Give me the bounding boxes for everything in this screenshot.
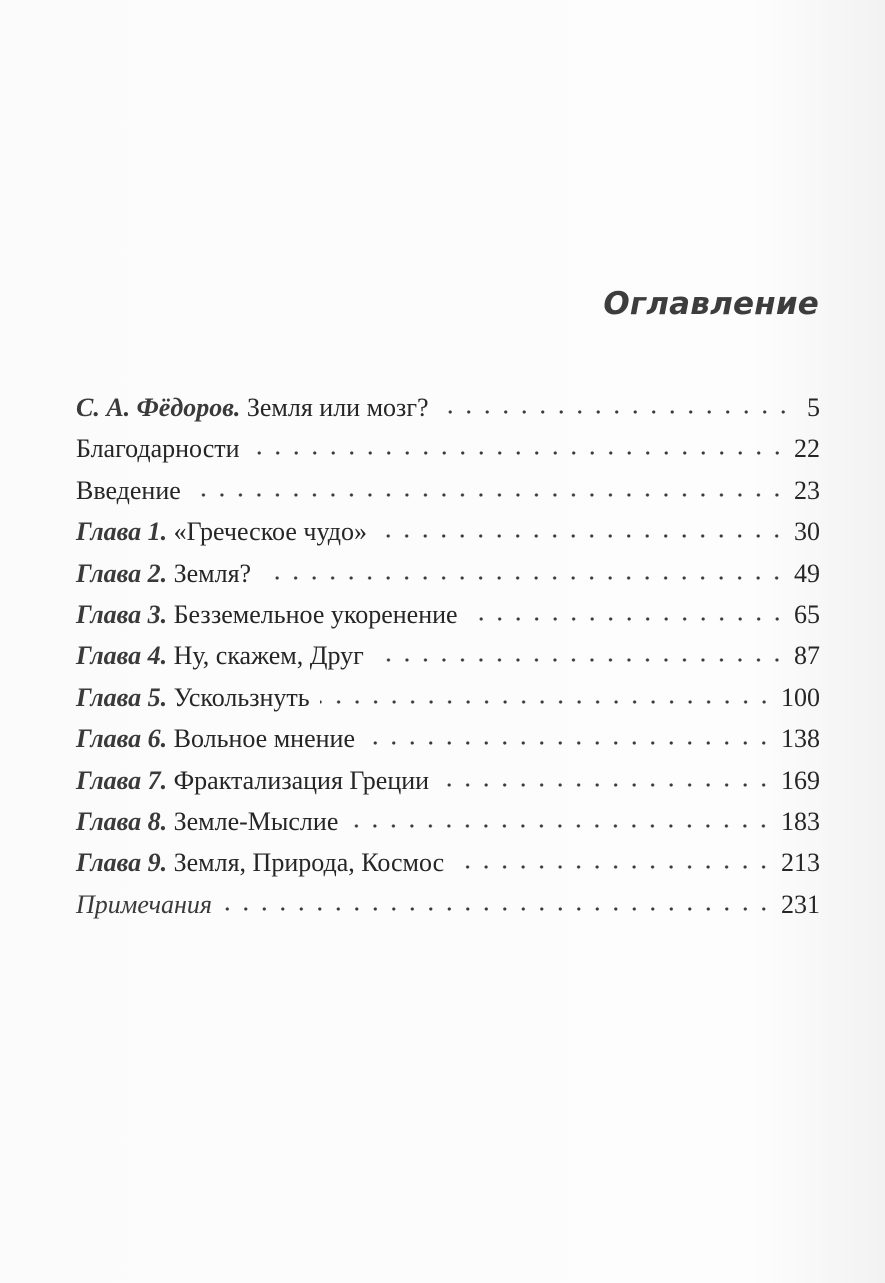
leader-dots	[222, 906, 773, 912]
toc-entry-text: Земля?	[167, 558, 252, 588]
toc-entry-text: Безземельное укоренение	[167, 599, 458, 629]
toc-entry-text: Вольное мнение	[167, 724, 355, 754]
leader-dots	[191, 492, 786, 498]
toc-entry-title	[76, 517, 367, 547]
leader-dots	[348, 823, 773, 829]
toc-entry-title	[76, 600, 458, 630]
toc-page-number: 213	[781, 848, 820, 878]
toc-entry	[76, 807, 820, 848]
toc-chapter-label: Глава 1.	[76, 517, 168, 547]
toc-page-number: 138	[781, 724, 820, 754]
toc-entry	[76, 848, 820, 889]
toc-entry-title	[76, 641, 364, 671]
toc-page-number: 65	[794, 599, 820, 629]
toc-chapter-label: Глава 3.	[76, 599, 168, 629]
toc-page-number: 49	[794, 558, 820, 588]
toc-page-number: 183	[781, 806, 820, 836]
toc-entry	[76, 890, 820, 931]
toc-chapter-label: Глава 6.	[76, 724, 168, 754]
toc-entry-author: С. А. Фёдоров.	[76, 393, 241, 422]
toc-chapter-label: Глава 9.	[76, 848, 168, 878]
toc-page-number: 169	[781, 765, 820, 795]
leader-dots	[377, 533, 786, 539]
toc-page-number: 30	[794, 517, 820, 547]
toc-entry-title	[76, 434, 240, 464]
toc-entry-title	[76, 559, 251, 589]
toc-page-number: 5	[807, 393, 820, 422]
toc-entry	[76, 393, 820, 434]
toc-entry	[76, 724, 820, 765]
toc-entry	[76, 559, 820, 600]
toc-entry-text: Ну, скажем, Друг	[167, 641, 364, 671]
toc-page-number: 87	[794, 641, 820, 671]
leader-dots	[261, 575, 786, 581]
leader-dots	[365, 740, 773, 746]
leader-dots	[320, 699, 773, 705]
toc-chapter-label: Глава 7.	[76, 765, 168, 795]
toc-chapter-label: Глава 4.	[76, 641, 168, 671]
toc-entry-text: Благодарности	[76, 434, 240, 464]
toc-entry	[76, 517, 820, 558]
leader-dots	[439, 409, 792, 415]
toc-entry-text: «Греческое чудо»	[167, 517, 368, 547]
toc-notes-label: Примечания	[76, 889, 212, 919]
toc-entry	[76, 641, 820, 682]
leader-dots	[468, 616, 786, 622]
toc-entry-title	[76, 393, 429, 423]
toc-entry-text: Земля, Природа, Космос	[167, 848, 445, 878]
page-title: Оглавление	[603, 286, 819, 322]
table-of-contents	[76, 393, 820, 931]
toc-entry-text: Ускользнуть	[167, 682, 310, 712]
toc-entry-text: Земле-Мыслие	[167, 806, 339, 836]
toc-entry-title	[76, 766, 429, 796]
toc-entry-title	[76, 683, 310, 713]
toc-entry-title	[76, 807, 338, 837]
toc-chapter-label: Глава 5.	[76, 682, 168, 712]
toc-entry	[76, 476, 820, 517]
leader-dots	[250, 450, 786, 456]
toc-entry-text: Земля или мозг?	[240, 393, 429, 422]
toc-page-number: 23	[794, 475, 820, 505]
toc-entry	[76, 600, 820, 641]
toc-entry-title	[76, 724, 355, 754]
toc-entry	[76, 766, 820, 807]
toc-entry	[76, 683, 820, 724]
toc-entry-title	[76, 848, 444, 878]
leader-dots	[374, 657, 786, 663]
toc-entry	[76, 434, 820, 475]
toc-entry-title	[76, 476, 181, 506]
toc-entry-text: Введение	[76, 475, 181, 505]
toc-entry-title	[76, 890, 212, 920]
toc-chapter-label: Глава 2.	[76, 558, 168, 588]
leader-dots	[439, 782, 773, 788]
toc-page-number: 100	[781, 682, 820, 712]
toc-chapter-label: Глава 8.	[76, 806, 168, 836]
toc-entry-text: Фрактализация Греции	[167, 765, 430, 795]
toc-page-number: 22	[794, 434, 820, 464]
toc-page-number: 231	[781, 889, 820, 919]
leader-dots	[454, 864, 773, 870]
